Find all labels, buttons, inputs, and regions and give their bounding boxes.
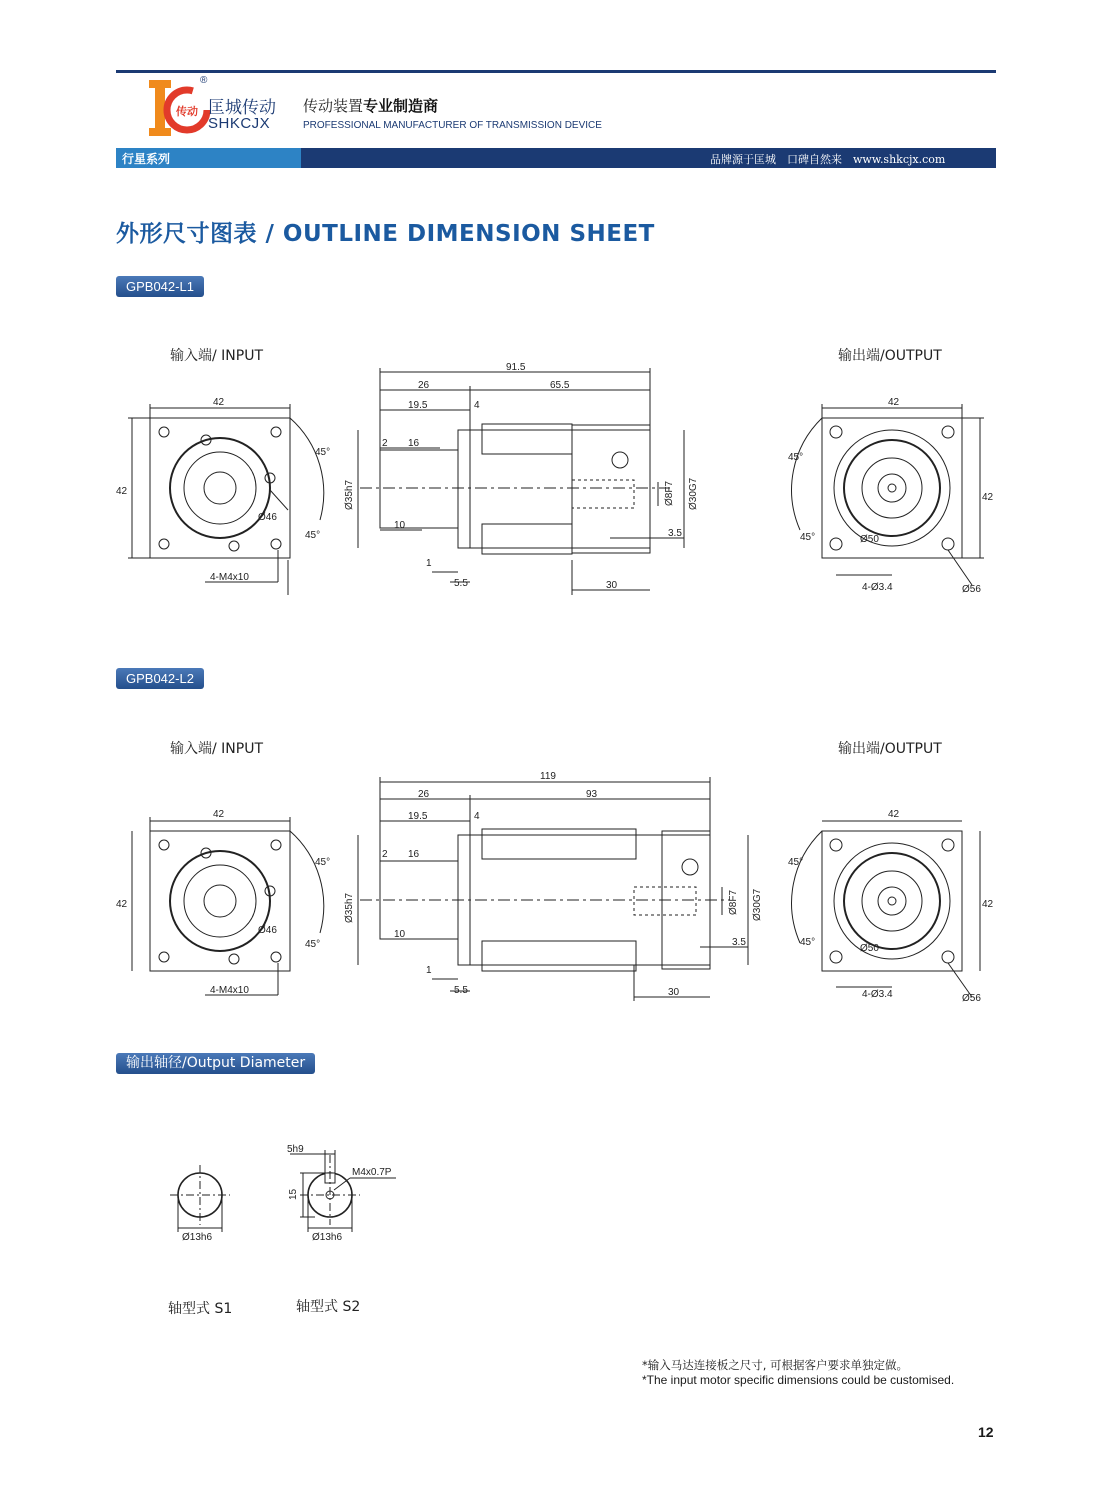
registered-mark: ®: [200, 75, 208, 86]
dim-sq-out-top: 42: [888, 809, 900, 820]
drawing-l1: [110, 360, 994, 605]
dim-holes: 4-Ø3.4: [862, 582, 893, 593]
dim-total: 91.5: [506, 362, 526, 373]
dim-ang2: 45°: [305, 530, 321, 541]
dim-bore3: Ø30G7: [688, 477, 699, 510]
dim-ang1: 45°: [315, 447, 331, 458]
note-cn: *输入马达连接板之尺寸, 可根据客户要求单独定做。: [642, 1358, 909, 1372]
dim-sq-out-right: 42: [982, 899, 994, 910]
page-title: 外形尺寸图表 / OUTLINE DIMENSION SHEET: [116, 221, 655, 247]
dim-d: 4: [474, 811, 480, 822]
dim-sq-left: 42: [116, 486, 128, 497]
dim-i: 5.5: [454, 985, 468, 996]
dim-c: 19.5: [408, 811, 428, 822]
dim-pcd-in: Ø46: [258, 925, 277, 936]
dim-ang-out2: 45°: [800, 937, 816, 948]
dim-bore2: Ø8F7: [728, 889, 739, 915]
dim-pcd-in: Ø46: [258, 512, 277, 523]
dim-b: 65.5: [550, 380, 570, 391]
dim-ang-out2: 45°: [800, 532, 816, 543]
tagline-en: PROFESSIONAL MANUFACTURER OF TRANSMISSION DEVICE: [303, 120, 602, 131]
shaft-type-s1: 轴型式 S1: [168, 1301, 233, 1317]
company-logo: [147, 78, 209, 138]
dim-sq-left: 42: [116, 899, 128, 910]
dim-h: 1: [426, 558, 432, 569]
dim-sq-top: 42: [213, 809, 225, 820]
page-number: 12: [978, 1424, 994, 1440]
brand-name-en: SHKCJX: [208, 115, 271, 132]
drawing-l2: [110, 765, 994, 1010]
dim-c: 19.5: [408, 400, 428, 411]
dim-pcd-out: Ø50: [860, 943, 879, 954]
series-label: 行星系列: [122, 152, 171, 166]
dim-i: 5.5: [454, 578, 468, 589]
tagline-cn: 传动装置专业制造商: [303, 97, 439, 115]
dim-e: 2: [382, 849, 388, 860]
dim-outer: Ø56: [962, 993, 981, 1004]
dim-e: 2: [382, 438, 388, 449]
dim-b: 93: [586, 789, 598, 800]
s2-diameter: Ø13h6: [312, 1232, 343, 1243]
dim-f: 16: [408, 849, 420, 860]
output-label-l2: 输出端/OUTPUT: [838, 741, 942, 757]
dim-holes: 4-Ø3.4: [862, 989, 893, 1000]
dim-k: 3.5: [668, 528, 682, 539]
dim-bore1: Ø35h7: [344, 892, 355, 923]
dim-outer: Ø56: [962, 584, 981, 595]
dim-k: 3.5: [732, 937, 746, 948]
brand-name-cn: 匡城传动: [208, 98, 276, 118]
output-label-l1: 输出端/OUTPUT: [838, 348, 942, 364]
s2-key-width: 5h9: [287, 1144, 304, 1155]
dim-screws: 4-M4x10: [210, 572, 249, 583]
dim-total: 119: [540, 771, 556, 782]
model-badge-l2: GPB042-L2: [116, 668, 204, 689]
slogan: 品牌源于匡城 口碑自然来 www.shkcjx.com: [710, 153, 946, 166]
dim-sq-out-right: 42: [982, 492, 994, 503]
dim-ang1: 45°: [315, 857, 331, 868]
dim-a: 26: [418, 380, 430, 391]
s2-thread: M4x0.7P: [352, 1167, 392, 1178]
s2-height: 15: [288, 1188, 299, 1200]
dim-g: 10: [394, 520, 406, 531]
dim-j: 30: [668, 987, 680, 998]
shaft-type-s2: 轴型式 S2: [296, 1299, 361, 1315]
header-rule: [116, 70, 996, 73]
dim-ang-out1: 45°: [788, 452, 804, 463]
dim-h: 1: [426, 965, 432, 976]
dim-d: 4: [474, 400, 480, 411]
input-label-l2: 输入端/ INPUT: [170, 741, 264, 757]
s1-diameter: Ø13h6: [182, 1232, 213, 1243]
dim-ang2: 45°: [305, 939, 321, 950]
dim-ang-out1: 45°: [788, 857, 804, 868]
note-en: *The input motor specific dimensions could be customised.: [642, 1373, 955, 1387]
dim-bore2: Ø8F7: [664, 480, 675, 506]
model-badge-l1: GPB042-L1: [116, 276, 204, 297]
input-label-l1: 输入端/ INPUT: [170, 348, 264, 364]
dim-screws: 4-M4x10: [210, 985, 249, 996]
output-diameter-badge: 输出轴径/Output Diameter: [116, 1053, 315, 1074]
shaft-drawings: [160, 1140, 420, 1250]
dim-a: 26: [418, 789, 430, 800]
dim-bore1: Ø35h7: [344, 479, 355, 510]
dim-g: 10: [394, 929, 406, 940]
dim-j: 30: [606, 580, 618, 591]
dim-sq-out-top: 42: [888, 397, 900, 408]
dim-pcd-out: Ø50: [860, 534, 879, 545]
dim-bore3: Ø30G7: [752, 888, 763, 921]
logo-text: 传动: [176, 105, 198, 118]
dim-sq-top: 42: [213, 397, 225, 408]
dim-f: 16: [408, 438, 420, 449]
